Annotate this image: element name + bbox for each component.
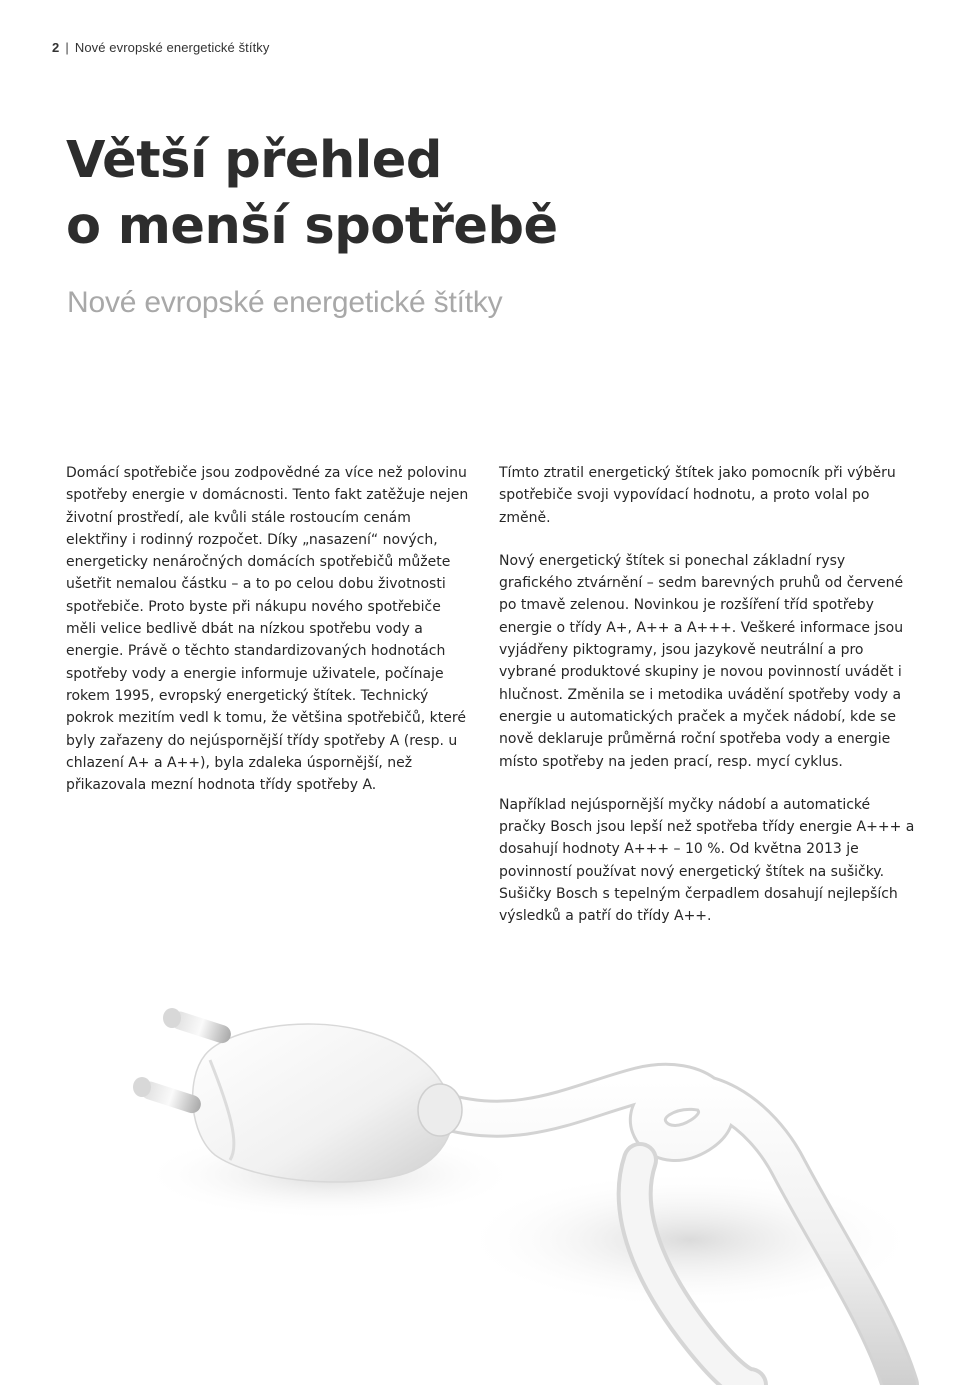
- page-subtitle: Nové evropské energetické štítky: [67, 286, 503, 319]
- right-paragraph-1: Tímto ztratil energetický štítek jako pomocník při výběru spotřebiče svoji vypovídací hodnotu, a proto volal po změně.: [499, 465, 896, 526]
- plug-pin-top-tip: [163, 1008, 181, 1028]
- header-section-title: Nové evropské energetické štítky: [74, 40, 270, 55]
- page-title-line-1: Větší přehled: [66, 131, 442, 190]
- page-title: [66, 128, 558, 260]
- right-text-column: [499, 462, 919, 949]
- page-title-line-2: o menší spotřebě: [66, 197, 558, 256]
- header-separator: |: [65, 40, 69, 55]
- right-paragraph-3: Například nejúspornější myčky nádobí a automatické pračky Bosch jsou lepší než spotřeba třídy energie A+++ a dosahují hodnoty A+++ – 10 %. Od května 2013 je povinností používat nový energetický štítek na sušičky. Sušičky Bosch s tepelným čerpadlem dosahují nejlepších výsledků a patří do třídy A++.: [499, 796, 915, 925]
- plug-cable-collar: [418, 1084, 462, 1136]
- running-header: [52, 40, 270, 55]
- left-paragraph-1: Domácí spotřebiče jsou zodpovědné za více než polovinu spotřeby energie v domácnosti. Tento fakt zatěžuje nejen životní prostředí, ale kvůli stále rostoucím cenám elektřiny i rodinný rozpočet. Díky „nasazení“ nových, energeticky nenáročných domácích spotřebičů můžete ušetřit nemalou částku – a to po celou dobu životnosti spotřebiče. Proto byste při nákupu nového spotřebiče měli velice bedlivě dbát na nízkou spotřebu vody a energie. Právě o těchto standardizovaných hodnotách spotřeby vody a energie informuje uživatele, počínaje rokem 1995, evropský energetický štítek. Technický pokrok mezitím vedl k tomu, že většina spotřebičů, které byly zařazeny do nejúspornější třídy spotřeby A (resp. u chlazení A+ a A++), byla zdaleka úspornější, než přikazovala mezní hodnota třídy spotřeby A.: [66, 465, 469, 794]
- left-text-column: [66, 462, 471, 817]
- plug-pin-bottom-tip: [133, 1077, 151, 1097]
- page-number: 2: [52, 40, 60, 55]
- right-paragraph-2: Nový energetický štítek si ponechal základní rysy grafického ztvárnění – sedm barevných pruhů od červené po tmavě zelenou. Novinkou je rozšíření tříd spotřeby energie o třídy A+, A++ a A+++. Veškeré informace jsou vyjádřeny piktogramy, jsou jazykově neutrální a pro vybrané produktové skupiny je novou povinností uvádět i hlučnost. Změnila se i metodika uvádění spotřeby vody a energie u automatických praček a myček nádobí, kde se nově deklaruje průměrná roční spotřeba vody a energie místo spotřeby na jeden prací, resp. mycí cyklus.: [499, 552, 904, 770]
- plug-with-knotted-cable-icon: [0, 960, 960, 1385]
